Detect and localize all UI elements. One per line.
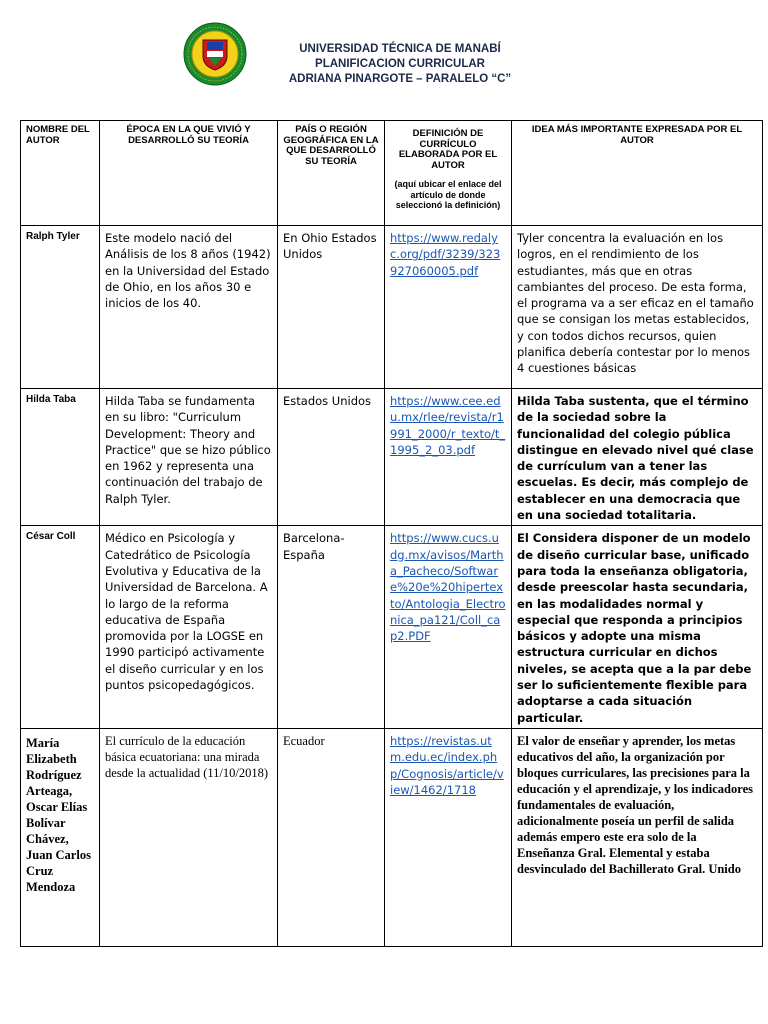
header-definition-title: DEFINICIÓN DE CURRÍCULO ELABORADA POR EL AUTOR — [398, 128, 498, 171]
idea-text: Tyler concentra la evaluación en los logros, en el rendimiento de los estudiantes, más que en otras cambiantes del proceso. De esta forma, el programa va a ser eficaz en el tamaño que se consigan los metas establecidos, y con todos dichos recursos, quien planifica debería contestar por lo menos 4 cuestiones básicas — [512, 226, 763, 389]
table-row — [21, 226, 763, 389]
table-header-row — [21, 121, 763, 226]
university-logo — [183, 22, 247, 86]
header-author: ADRIANA PINARGOTE – PARALELO “C” — [288, 73, 512, 85]
header-author: NOMBRE DEL AUTOR — [21, 121, 100, 226]
epoch-text: El currículo de la educación básica ecuatoriana: una mirada desde la actualidad (11/10/2018) — [100, 728, 278, 946]
header-university: UNIVERSIDAD TÉCNICA DE MANABÍ — [299, 43, 501, 55]
document-header — [260, 42, 540, 87]
region-text: En Ohio Estados Unidos — [278, 226, 385, 389]
table-row — [21, 526, 763, 729]
curriculum-table — [20, 120, 763, 947]
region-text: Estados Unidos — [278, 389, 385, 526]
header-definition — [385, 121, 512, 226]
author-name: Hilda Taba — [21, 389, 100, 526]
header-region: PAÍS O REGIÓN GEOGRÁFICA EN LA QUE DESARROLLÓ SU TEORÍA — [278, 121, 385, 226]
author-name: Ralph Tyler — [21, 226, 100, 389]
epoch-text: Hilda Taba se fundamenta en su libro: "Curriculum Development: Theory and Practice" que se hizo público en 1962 y representa una continuación del trabajo de Ralph Tyler. — [100, 389, 278, 526]
header-idea: IDEA MÁS IMPORTANTE EXPRESADA POR EL AUTOR — [512, 121, 763, 226]
idea-text: Hilda Taba sustenta, que el término de la sociedad sobre la funcionalidad del colegio pública distingue en elevado nivel qué clase de currículum van a tener las escuelas. Es decir, más complejo de establecer en una democracia que en una sociedad totalitaria. — [512, 389, 763, 526]
author-name: César Coll — [21, 526, 100, 729]
article-link[interactable]: https://revistas.utm.edu.ec/index.php/Cognosis/article/view/1462/1718 — [385, 728, 512, 946]
region-text: Ecuador — [278, 728, 385, 946]
author-name: María Elizabeth Rodríguez Arteaga, Oscar Elías Bolívar Chávez, Juan Carlos Cruz Mendoza — [21, 728, 100, 946]
idea-text: El valor de enseñar y aprender, los metas educativos del año, la organización por bloques curriculares, las precisiones para la educación y el aprendizaje, y los indicadores fundamentales de evaluación, adicionalmente poseía un perfil de salida además empero este era solo de la Enseñanza Gral. Elemental y estaba desvinculado del Bachillerato Gral. Unido — [512, 728, 763, 946]
idea-text: El Considera disponer de un modelo de diseño curricular base, unificado para toda la enseñanza obligatoria, desde preescolar hasta secundaria, en las modalidades normal y especial que responda a principios básicos y adopte una misma estructura curricular en dichos niveles, se acepta que a la par debe ser lo suficientemente flexible para adoptarse a cada situación particular. — [512, 526, 763, 729]
header-definition-note: (aquí ubicar el enlace del artículo de donde seleccionó la definición) — [394, 179, 502, 210]
article-link[interactable]: https://www.cee.edu.mx/rlee/revista/r1991_2000/r_texto/t_1995_2_03.pdf — [385, 389, 512, 526]
article-link[interactable]: https://www.redalyc.org/pdf/3239/323927060005.pdf — [385, 226, 512, 389]
header-epoch: ÉPOCA EN LA QUE VIVIÓ Y DESARROLLÓ SU TEORÍA — [100, 121, 278, 226]
epoch-text: Este modelo nació del Análisis de los 8 años (1942) en la Universidad del Estado de Ohio, en los años 30 e inicios de los 40. — [100, 226, 278, 389]
article-link[interactable]: https://www.cucs.udg.mx/avisos/Martha_Pacheco/Software%20e%20hipertexto/Antologia_Electronica_pa121/Coll_cap2.PDF — [385, 526, 512, 729]
epoch-text: Médico en Psicología y Catedrático de Psicología Evolutiva y Educativa de la Universidad de Barcelona. A lo largo de la reforma educativa de España promovida por la LOGSE en 1990 participó activamente el diseño curricular y en los puntos psicopedagógicos. — [100, 526, 278, 729]
region-text: Barcelona-España — [278, 526, 385, 729]
table-row — [21, 728, 763, 946]
header-subject: PLANIFICACION CURRICULAR — [315, 58, 485, 70]
table-row — [21, 389, 763, 526]
